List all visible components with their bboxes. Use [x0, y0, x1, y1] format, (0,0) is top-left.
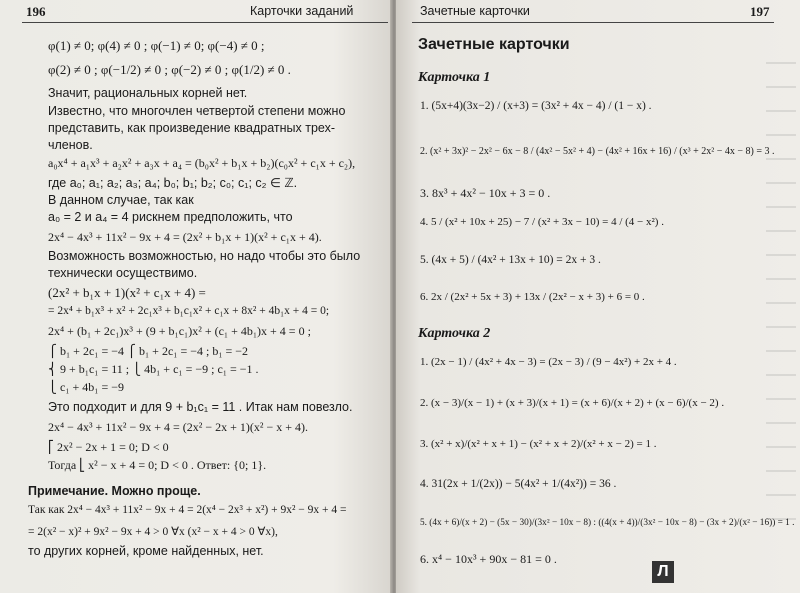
system-line: ⎡ 2x² − 2x + 1 = 0; D < 0: [48, 440, 169, 454]
text-line: φ(2) ≠ 0 ; φ(−1/2) ≠ 0 ; φ(−2) ≠ 0 ; φ(1/2) ≠ 0 .: [48, 62, 291, 77]
text-line: членов.: [48, 138, 93, 152]
system-line: ⎧ b₁ + 2c₁ = −4 ⎧ b₁ + 2c₁ = −4 ; b₁ = −2: [48, 344, 249, 358]
card-2-item: 6. x⁴ − 10x³ + 90x − 81 = 0 .: [420, 552, 557, 566]
card-1-item: 2. (x² + 3x)² − 2x² − 6x − 8 / (4x² − 5x² + 4) − (4x² + 16x + 16) / (x³ + 2x² − 4x − 8) = 3 .: [420, 146, 775, 157]
left-page: [0, 0, 392, 593]
formula-line: 2x⁴ + (b₁ + 2c₁)x³ + (9 + b₁c₁)x² + (c₁ + 4b₁)x + 4 = 0 ;: [48, 324, 311, 338]
publisher-logo-badge: Л: [652, 561, 674, 583]
text-line: a₀ = 2 и a₄ = 4 рискнем предположить, что: [48, 210, 293, 224]
card-1-heading: Карточка 1: [418, 70, 491, 85]
card-1-item: 4. 5 / (x² + 10x + 25) − 7 / (x² + 3x − 10) = 4 / (4 − x²) .: [420, 216, 664, 228]
card-2-item: 3. (x² + x)/(x² + x + 1) − (x² + x + 2)/(x² + x − 2) = 1 .: [420, 438, 657, 450]
system-line: ⎩ c₁ + 4b₁ = −9: [48, 380, 124, 394]
card-1-item: 1. (5x+4)(3x−2) / (x+3) = (3x² + 4x − 4) / (1 − x) .: [420, 100, 652, 112]
text-line: Известно, что многочлен четвертой степени можно: [48, 104, 346, 118]
card-1-item: 6. 2x / (2x² + 5x + 3) + 13x / (2x² − x + 3) + 6 = 0 .: [420, 291, 645, 303]
text-line: технически осуществимо.: [48, 266, 198, 280]
text-line: В данном случае, так как: [48, 193, 194, 207]
system-line: ⎨ 9 + b₁c₁ = 11 ; ⎩ 4b₁ + c₁ = −9 ; c₁ = −1 .: [48, 362, 259, 376]
text-line: Возможность возможностью, но надо чтобы это было: [48, 249, 361, 263]
formula-line: 2x⁴ − 4x³ + 11x² − 9x + 4 = (2x² − 2x + 1)(x² − x + 4).: [48, 420, 309, 434]
formula-line: = 2(x² − x)² + 9x² − 9x + 4 > 0 ∀x (x² − x + 4 > 0 ∀x),: [28, 526, 278, 538]
right-page-number: 197: [750, 4, 770, 19]
formula-line: = 2x⁴ + b₁x³ + x² + 2c₁x³ + b₁c₁x² + c₁x + 8x² + 4b₁x + 4 = 0;: [48, 305, 330, 317]
left-header-rule: [22, 22, 388, 23]
note-heading: Примечание. Можно проще.: [28, 484, 201, 498]
text-line: Значит, рациональных корней нет.: [48, 86, 248, 100]
card-2-item: 4. 31(2x + 1/(2x)) − 5(4x² + 1/(4x²)) = 36 .: [420, 478, 617, 490]
bleed-through-shadow: [766, 40, 796, 540]
text-line: представить, как произведение квадратных трех-: [48, 121, 335, 135]
card-2-item: 2. (x − 3)/(x − 1) + (x + 3)/(x + 1) = (x + 6)/(x + 2) + (x − 6)/(x − 2) .: [420, 397, 725, 409]
right-running-head: Зачетные карточки: [420, 4, 530, 18]
card-1-item: 3. 8x³ + 4x² − 10x + 3 = 0 .: [420, 186, 551, 200]
answer-line: Тогда ⎣ x² − x + 4 = 0; D < 0 . Ответ: {0; 1}.: [48, 458, 267, 472]
right-header-rule: [412, 22, 774, 23]
card-2-item: 1. (2x − 1) / (4x² + 4x − 3) = (2x − 3) / (9 − 4x²) + 2x + 4 .: [420, 356, 677, 368]
text-line: то других корней, кроме найденных, нет.: [28, 544, 264, 558]
formula-line: Так как 2x⁴ − 4x³ + 11x² − 9x + 4 = 2(x⁴ − 2x³ + x²) + 9x² − 9x + 4 =: [28, 504, 347, 516]
left-running-head: Карточки заданий: [250, 4, 354, 18]
page-title: Зачетные карточки: [418, 36, 570, 53]
formula-line: (2x² + b₁x + 1)(x² + c₁x + 4) =: [48, 285, 206, 300]
text-line: Это подходит и для 9 + b₁c₁ = 11 . Итак нам повезло.: [48, 400, 353, 414]
formula-line: a₀x⁴ + a₁x³ + a₂x² + a₃x + a₄ = (b₀x² + b₁x + b₂)(c₀x² + c₁x + c₂),: [48, 156, 356, 170]
formula-line: 2x⁴ − 4x³ + 11x² − 9x + 4 = (2x² + b₁x + 1)(x² + c₁x + 4).: [48, 230, 322, 244]
left-page-number: 196: [26, 4, 46, 19]
card-1-item: 5. (4x + 5) / (4x² + 13x + 10) = 2x + 3 .: [420, 254, 601, 266]
card-2-item: 5. (4x + 6)/(x + 2) − (5x − 30)/(3x² − 10x − 8) : ((4(x + 4))/(3x² − 10x − 8) − (3x + 2)/(x² − 16)) = 1 .: [420, 518, 795, 528]
text-line: φ(1) ≠ 0; φ(4) ≠ 0 ; φ(−1) ≠ 0; φ(−4) ≠ 0 ;: [48, 38, 265, 53]
text-line: где a₀; a₁; a₂; a₃; a₄; b₀; b₁; b₂; c₀; c₁; c₂ ∈ ℤ.: [48, 176, 298, 190]
card-2-heading: Карточка 2: [418, 326, 491, 341]
